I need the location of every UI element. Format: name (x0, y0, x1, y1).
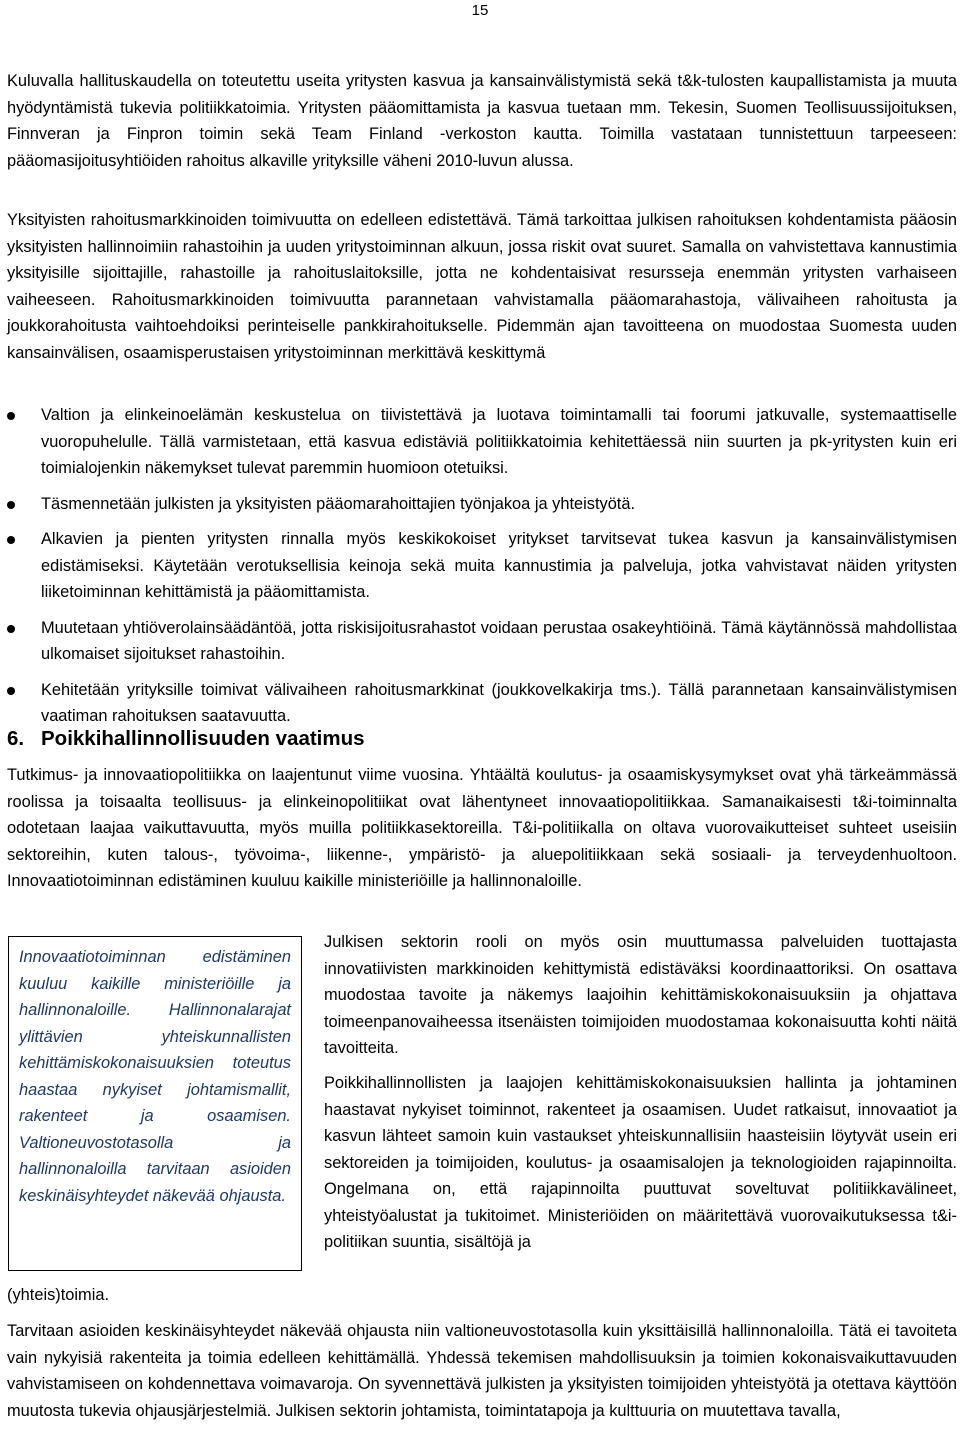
bullet-icon (7, 536, 15, 544)
bullet-icon (7, 625, 15, 633)
paragraph-cross-administrative: Poikkihallinnollisten ja laajojen kehittämiskokonaisuuksien hallinta ja johtaminen haastavat nykyiset toiminnot, rakenteet ja osaamisen. Uudet ratkaisut, innovaatiot ja kasvun lähteet samoin kuin vastaukset yhteiskunnallisiin haasteisiin löytyvät usein eri sektoreiden ja toimijoiden, koulutus- ja osaamisalojen ja teknologioiden rajapinnoilta. Ongelmana on, että rajapinnoilta puuttuvat soveltuvat politiikkavälineet, yhteistyöalustat ja tukitoimet. Ministeriöiden on määritettävä vuorovaikutuksessa t&i-politiikan suuntia, sisältöjä ja (324, 1074, 957, 1251)
section-heading (7, 725, 365, 753)
bullet-icon (7, 501, 15, 509)
paragraph-public-sector-role: Julkisen sektorin rooli on myös osin muuttumassa palveluiden tuottajasta innovatiivisten markkinoiden kehittymistä edistäväksi koordinaattoriksi. On osattava muodostaa tavoite ja näkemys laajoihin kehittämiskokonaisuuksiin ja ohjattava toimeenpanovaiheessa itsenäisten toimijoiden muodostamaa kokonaisuutta kohti näitä tavoitteita. (324, 933, 957, 1057)
list-item-text: Valtion ja elinkeinoelämän keskustelua on tiivistettävä ja luotava toimintamalli tai foorumi jatkuvalle, systemaattiselle vuoropuhelulle. Tällä varmistetaan, että kasvua edistäviä politiikkatoimia kehitettäessä niin suurten ja pk-yritysten kuin eri toimialojenkin näkemykset tulevat paremmin huomioon otetuiksi. (41, 406, 957, 477)
paragraph-continuation: (yhteis)toimia. (7, 1286, 110, 1304)
bullet-icon (7, 412, 15, 420)
list-item (0, 615, 957, 668)
list-item-text: Alkavien ja pienten yritysten rinnalla myös keskikokoiset yritykset tarvitsevat tukea kasvun ja kansainvälistymisen edistämiseksi. Käytetään verotuksellisia keinoja sekä muita kannustimia ja palveluja, jotka vahvistavat näiden yritysten liiketoiminnan kehittämistä ja pääomittamista. (41, 530, 957, 601)
section-number: 6. (7, 727, 25, 750)
paragraph-financial-markets: Yksityisten rahoitusmarkkinoiden toimivuutta on edelleen edistettävä. Tämä tarkoittaa julkisen rahoituksen kohdentamista pääosin yksityisten hallinnoimiin rahastoihin ja uuden yritystoiminnan alkuun, jossa riskit ovat suuret. Samalla on vahvistettava kannustimia yksityisille sijoittajille, rahastoille ja rahoituslaitoksille, jotta ne kohdentaisivat resursseja enemmän yritysten varhaiseen vaiheeseen. Rahoitusmarkkinoiden toimivuutta parannetaan vahvistamalla pääomarahastoja, välivaiheen rahoitusta ja joukkorahoitusta vaihtoehdoiksi perinteiselle pankkirahoitukselle. Pidemmän ajan tavoitteena on muodostaa Suomesta uuden kansainvälisen, osaamisperustaisen yritystoiminnan merkittävä keskittymä (7, 211, 957, 362)
list-item (0, 402, 957, 482)
section-title: Poikkihallinnollisuuden vaatimus (41, 727, 365, 750)
list-item-text: Täsmennetään julkisten ja yksityisten pääomarahoittajien työnjakoa ja yhteistyötä. (41, 494, 636, 513)
paragraph-steering: Tarvitaan asioiden keskinäisyhteydet näkevää ohjausta niin valtioneuvostotasolla kuin yksittäisillä hallinnonaloilla. Tätä ei tavoiteta vain nykyisiä rakenteita ja toimia edelleen kehittämällä. Yhdessä tekemisen mahdollisuuksin ja toimien kokonaisvaikuttavuuden vahvistamiseen on kohdennettava voimavaroja. On syvennettävä julkisten ja yksityisten toimijoiden yhteistyötä ja otettava käyttöön muutosta tukevia ohjausjärjestelmiä. Julkisen sektorin johtamista, toimintatapoja ja kulttuuria on muutettava tavalla, (7, 1322, 957, 1420)
measures-list (0, 402, 957, 730)
list-item (0, 491, 957, 518)
page-number: 15 (471, 2, 489, 19)
bullet-icon (7, 687, 15, 695)
paragraph-ri-policy: Tutkimus- ja innovaatiopolitiikka on laajentunut viime vuosina. Yhtäältä koulutus- ja osaamiskysymykset ovat yhä tärkeämmässä roolissa ja toisaalta teollisuus- ja elinkeinopolitiikat ovat lähentyneet innovaatiopolitiikkaa. Samanaikaisesti t&i-toiminnalta odotetaan laajaa vaikuttavuutta, myös muilla politiikkasektoreilla. T&i-politiikalla on oltava vuorovaikutteiset suhteet useisiin sektoreihin, kuten talous-, työvoima-, liikenne-, ympäristö- ja aluepolitiikkaan sekä sosiaali- ja terveydenhuoltoon. Innovaatiotoiminnan edistäminen kuuluu kaikille ministeriöille ja hallinnonaloille. (7, 766, 957, 890)
list-item-text: Muutetaan yhtiöverolainsäädäntöä, jotta riskisijoitusrahastot voidaan perustaa osakeyhtiöinä. Tämä käytännössä mahdollistaa ulkomaiset sijoitukset rahastoihin. (41, 618, 957, 663)
list-item-text: Kehitetään yrityksille toimivat välivaiheen rahoitusmarkkinat (joukkovelkakirja tms.). Tällä parannetaan kansainvälistymisen vaatiman rahoituksen saatavuutta. (41, 680, 957, 725)
list-item (0, 526, 957, 606)
list-item (0, 677, 957, 730)
paragraph-growth-policy: Kuluvalla hallituskaudella on toteutettu useita yritysten kasvua ja kansainvälistymistä sekä t&k-tulosten kaupallistamista ja muuta hyödyntämistä tukevia politiikkatoimia. Yritysten pääomittamista ja kasvua tuetaan mm. Tekesin, Suomen Teollisuussijoituksen, Finnveran ja Finpron toimin sekä Team Finland -verkoston kautta. Toimilla vastataan tunnistettuun tarpeeseen: pääomasijoitusyhtiöiden rahoitus alkaville yrityksille väheni 2010-luvun alussa. (7, 72, 957, 170)
sidebar-quote-text: Innovaatiotoiminnan edistäminen kuuluu kaikille ministeriöille ja hallinnonaloille. Hallinnonalarajat ylittävien yhteiskunnallisten kehittämiskokonaisuuksien toteutus haastaa nykyiset johtamismallit, rakenteet ja osaamisen. Valtioneuvostotasolla ja hallinnonaloilla tarvitaan asioiden keskinäisyhteydet näkevää ohjausta. (19, 948, 291, 1205)
sidebar-quote-box (8, 936, 302, 1271)
